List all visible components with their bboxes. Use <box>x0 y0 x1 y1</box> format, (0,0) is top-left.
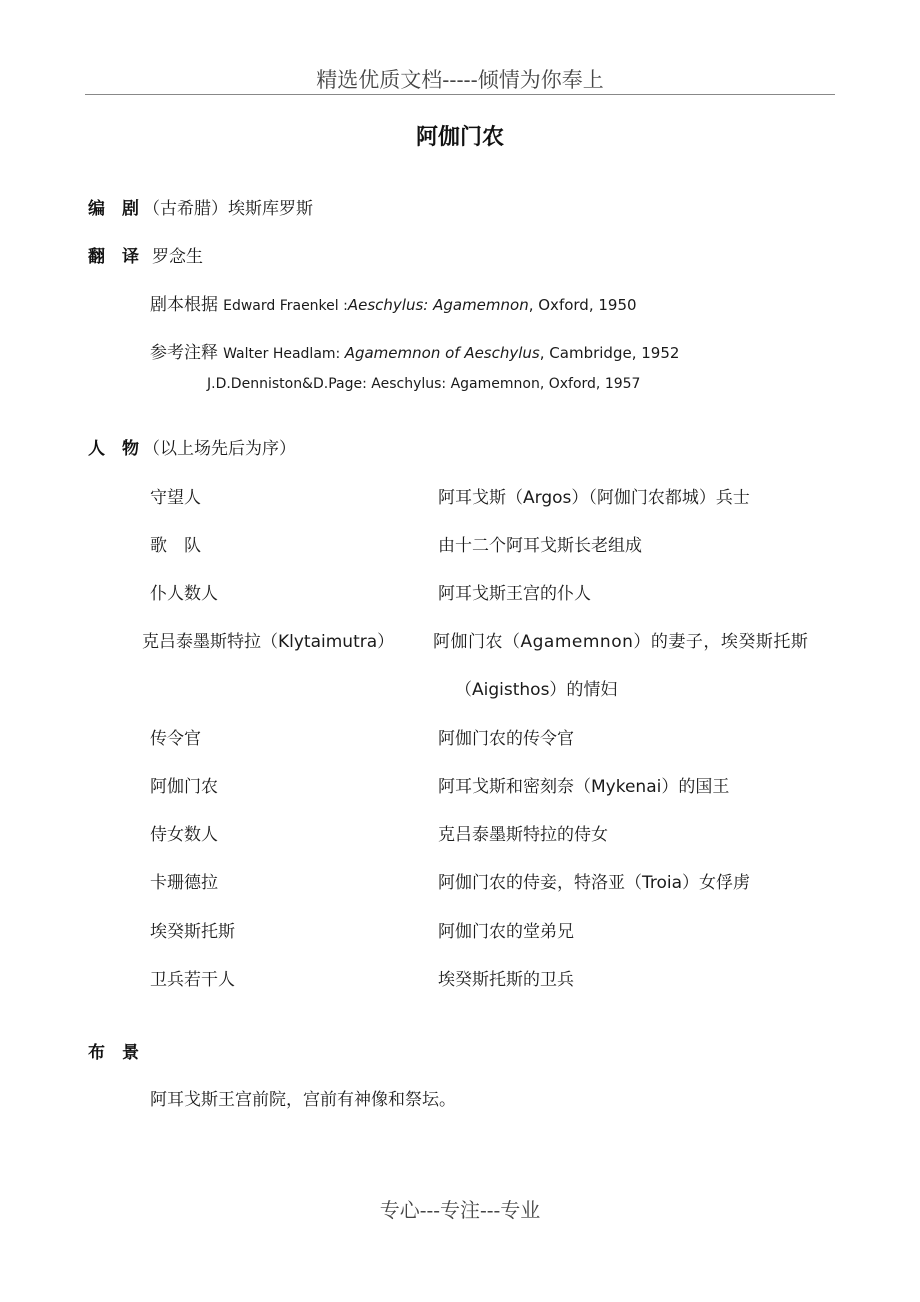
reference-line-1 <box>150 338 679 363</box>
character-name: 卡珊德拉 <box>150 873 218 893</box>
character-description: 由十二个阿耳戈斯长老组成 <box>438 536 642 556</box>
character-name: 卫兵若干人 <box>150 970 235 990</box>
page-footer: 专心---专注---专业 <box>379 1198 541 1222</box>
character-name: 传令官 <box>150 729 201 749</box>
author-label-char-1: 编 <box>88 199 105 219</box>
characters-label-char-1: 人 <box>88 439 105 459</box>
characters-label <box>88 434 139 459</box>
translator-label <box>88 242 139 267</box>
characters-label-char-2: 物 <box>122 439 139 459</box>
header-rule <box>85 94 835 95</box>
character-name: 仆人数人 <box>150 584 218 604</box>
basis-pub: , Oxford, 1950 <box>528 296 637 314</box>
character-description: 阿耳戈斯和密刻奈（Mykenai）的国王 <box>438 777 730 797</box>
character-description: 阿伽门农的侍妾，特洛亚（Troia）女俘虏 <box>438 873 751 893</box>
translator-value: 罗念生 <box>152 247 203 267</box>
character-description: 阿伽门农（Agamemnon）的妻子，埃癸斯托斯 <box>433 632 809 652</box>
character-name: 守望人 <box>150 488 201 508</box>
basis-work: Aeschylus: Agamemnon <box>347 296 529 314</box>
character-description: 埃癸斯托斯的卫兵 <box>438 970 574 990</box>
character-description: 阿伽门农的传令官 <box>438 729 574 749</box>
character-description: 克吕泰墨斯特拉的侍女 <box>438 825 608 845</box>
character-description-continued: （Aigisthos）的情妇 <box>455 680 618 700</box>
author-label-char-2: 剧 <box>122 199 139 219</box>
basis-author: Edward Fraenkel : <box>223 298 348 314</box>
reference-1-author: Walter Headlam: <box>223 346 345 362</box>
character-name: 阿伽门农 <box>150 777 218 797</box>
character-name: 埃癸斯托斯 <box>150 922 235 942</box>
character-description: 阿伽门农的堂弟兄 <box>438 922 574 942</box>
setting-text: 阿耳戈斯王宫前院，宫前有神像和祭坛。 <box>150 1090 456 1110</box>
character-name: 克吕泰墨斯特拉（Klytaimutra） <box>142 632 395 652</box>
characters-note: （以上场先后为序） <box>143 439 296 459</box>
author-value: （古希腊）埃斯库罗斯 <box>143 199 313 219</box>
reference-1-work: Agamemnon of Aeschylus <box>344 344 540 362</box>
setting-label <box>88 1038 139 1063</box>
page-header: 精选优质文档-----倾情为你奉上 <box>316 68 604 92</box>
setting-label-char-2: 景 <box>122 1043 139 1063</box>
basis-label: 剧本根据 <box>150 295 218 315</box>
character-description: 阿耳戈斯（Argos）（阿伽门农都城）兵士 <box>438 488 750 508</box>
character-name: 歌 队 <box>150 536 201 556</box>
character-description: 阿耳戈斯王宫的仆人 <box>438 584 591 604</box>
reference-1-pub: , Cambridge, 1952 <box>539 344 680 362</box>
reference-line-2: J.D.Denniston&D.Page: Aeschylus: Agamemnon, Oxford, 1957 <box>207 376 641 392</box>
basis-line <box>150 290 637 315</box>
translator-label-char-1: 翻 <box>88 247 105 267</box>
setting-label-char-1: 布 <box>88 1043 105 1063</box>
character-name: 侍女数人 <box>150 825 218 845</box>
translator-label-char-2: 译 <box>122 247 139 267</box>
document-title: 阿伽门农 <box>415 125 504 150</box>
author-label <box>88 194 139 219</box>
reference-label: 参考注释 <box>150 343 218 363</box>
